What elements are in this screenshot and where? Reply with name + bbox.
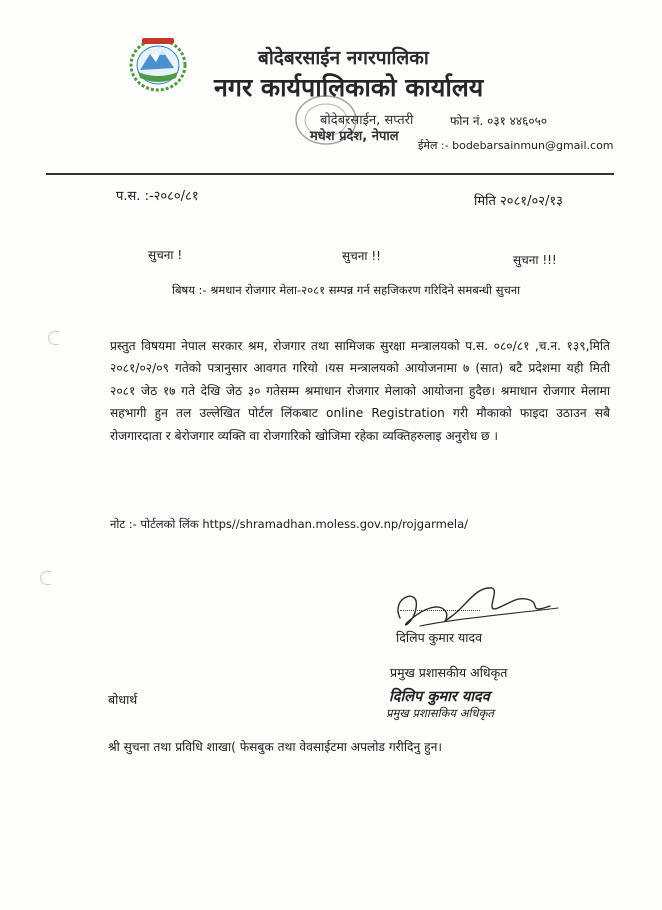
signatory-name: दिलिप कुमार यादव	[396, 630, 483, 645]
punch-hole-mark	[48, 331, 59, 345]
title-stamp: प्रमुख प्रशासकिय अधिकृत	[386, 706, 494, 720]
letter-date: मिति २०८१/०२/१३	[474, 194, 563, 209]
municipality-name: बोदेबरसाईन नगरपालिका	[258, 47, 429, 69]
subject-line: बिषय :- श्रमधान रोजगार मेला-२०८१ सम्पन्न गर्न सहजिकरण गरिदिने समबन्धी सुचना	[172, 283, 521, 297]
cc-recipient: श्री सुचना तथा प्रविधि शाखा( फेसबुक तथा वेवसाईटमा अपलोड गरीदिनु हुन।	[108, 740, 442, 754]
phone-number: फोन नं. ०३१ ४४६०५०	[450, 114, 548, 128]
punch-hole-mark	[40, 571, 51, 585]
signatory-title: प्रमुख प्रशासकीय अधिकृत	[390, 665, 508, 680]
header-divider	[46, 173, 614, 175]
notice-heading-3: सुचना !!!	[513, 253, 557, 267]
body-paragraph: प्रस्तुत विषयमा नेपाल सरकार श्रम, रोजगार तथा सामिजक सुरक्षा मन्त्रालयको प.स. ०८०/८१ ,च.न. १३९,मिति २०८१/०२/०९ गतेको पत्रानुसार आवगत गरियो ।यस मन्त्रालयको आयोजनामा ७ (सात) बटै प्रदेशमा यही मिती २०८१ जेठ १७ गते देखि जेठ ३० गतेसम्म श्रमाधान रोजगार मेलाको आयोजना हुदैछ। श्रमाधान रोजगार मेलामा सहभागी हुन तल उल्लेखित पोर्टल लिंकबाट online Registration गरी मौकाको फाइदा उठाउन सबै रोजगारदाता र बेरोजगार व्यक्ति वा रोजगारिको खोजिमा रहेका व्यक्तिहरुलाइ अनुरोध छ ।	[110, 339, 610, 443]
address-province: मधेश प्रदेश, नेपाल	[310, 129, 399, 144]
reference-number: प.स. :-२०८०/८१	[116, 189, 199, 204]
address-district: बोदेबरसाईन, सप्तरी	[320, 113, 414, 128]
notice-heading-1: सुचना !	[148, 248, 183, 262]
portal-note: नोट :- पोर्टलको लिंक https//shramadhan.moless.gov.np/rojgarmela/	[110, 517, 469, 531]
office-title: नगर कार्यपालिकाको कार्यालय	[214, 73, 484, 102]
cc-label: बोधार्थ	[108, 692, 138, 707]
email-address: ईमेल :- bodebarsainmun@gmail.com	[418, 139, 614, 152]
signature-dotted-line	[400, 610, 480, 611]
notice-heading-2: सुचना !!	[342, 249, 381, 263]
municipality-emblem-icon	[128, 36, 188, 92]
name-stamp: दिलिप कुमार यादव	[389, 689, 490, 705]
